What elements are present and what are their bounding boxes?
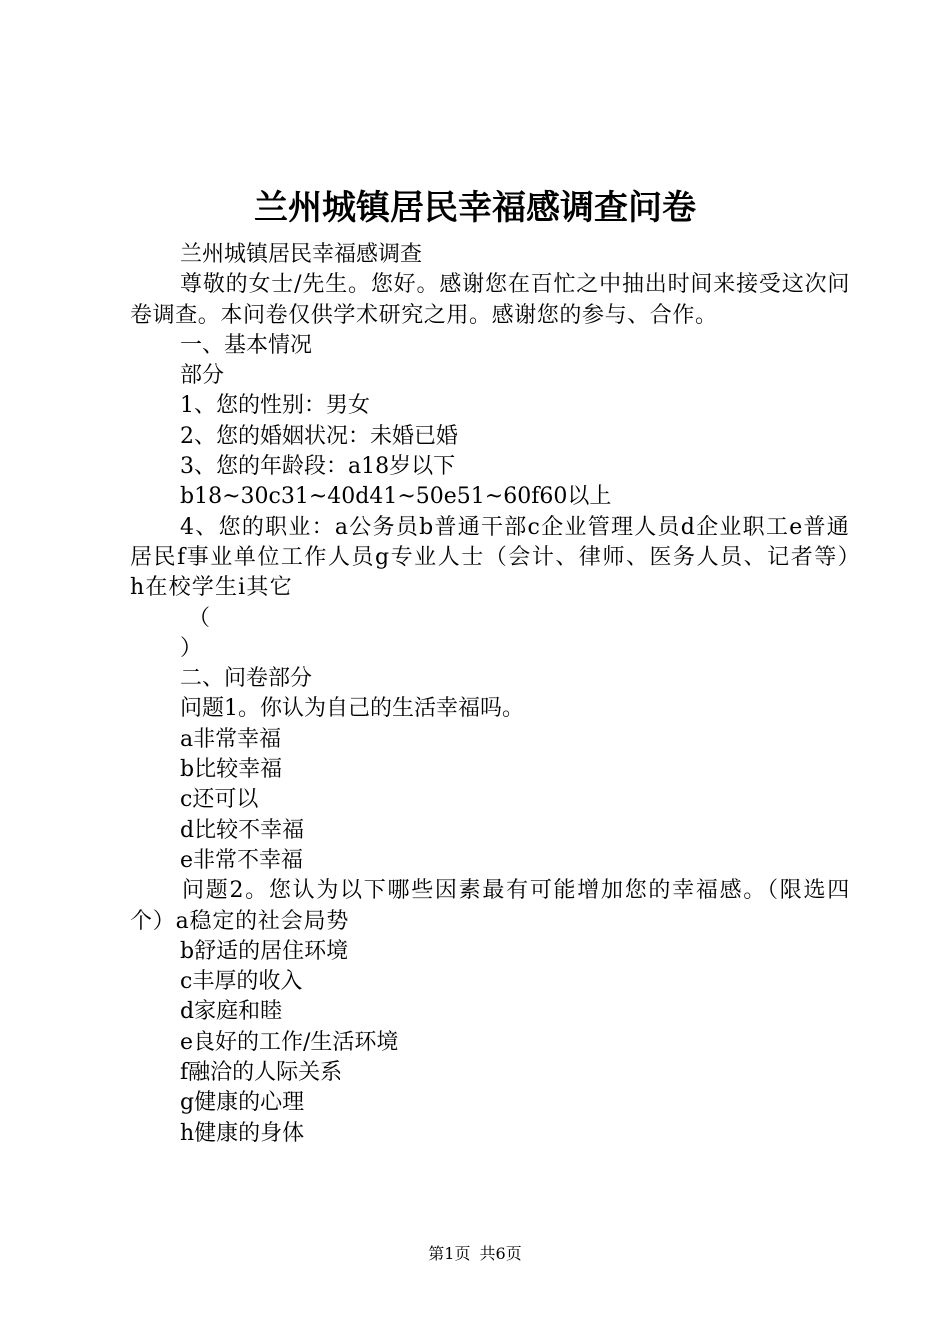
paren-open: （ [188, 605, 211, 631]
question2-text: 问题2。您认为以下哪些因素最有可能增加您的幸福感。（限选四个）a稳定的社会局势 [130, 878, 850, 934]
section1-heading: 一、基本情况 [180, 332, 313, 358]
question2-option: g健康的心理 [180, 1090, 305, 1116]
question-gender: 1、您的性别：男女 [180, 393, 370, 419]
question1-option: d比较不幸福 [180, 817, 305, 843]
question1-option: a非常幸福 [180, 726, 282, 752]
question2-option: h健康的身体 [180, 1120, 305, 1146]
section1-heading-cont: 部分 [180, 363, 225, 389]
question2-option: b舒适的居住环境 [180, 938, 349, 964]
document-body [130, 240, 850, 1149]
page-number: 第1页 [428, 1244, 471, 1263]
question-age: 3、您的年龄段：a18岁以下 [180, 454, 456, 480]
paren-close: ） [180, 635, 203, 661]
question2-option: d家庭和睦 [180, 999, 283, 1025]
question-age-options: b18~30c31~40d41~50e51~60f60以上 [180, 484, 612, 510]
question-marital: 2、您的婚姻状况：未婚已婚 [180, 423, 458, 449]
question-occupation: 4、您的职业：a公务员b普通干部c企业管理人员d企业职工e普通居民f事业单位工作人员g专业人士（会计、律师、医务人员、记者等）h在校学生i其它 [130, 514, 850, 601]
page-total: 共6页 [479, 1244, 522, 1263]
document-title: 兰州城镇居民幸福感调查问卷 [254, 188, 696, 228]
subtitle: 兰州城镇居民幸福感调查 [180, 242, 423, 267]
intro-paragraph: 尊敬的女士/先生。您好。感谢您在百忙之中抽出时间来接受这次问卷调查。本问卷仅供学术研究之用。感谢您的参与、合作。 [130, 272, 850, 328]
question1-text: 问题1。你认为自己的生活幸福吗。 [180, 696, 524, 722]
question1-option: c还可以 [180, 787, 259, 813]
question1-option: e非常不幸福 [180, 847, 304, 873]
question2-option: e良好的工作/生活环境 [180, 1029, 399, 1055]
question2-option: c丰厚的收入 [180, 969, 303, 995]
page-footer [0, 1242, 950, 1266]
question1-option: b比较幸福 [180, 757, 283, 783]
question2-option: f融洽的人际关系 [180, 1060, 343, 1086]
section2-heading: 二、问卷部分 [180, 666, 313, 692]
